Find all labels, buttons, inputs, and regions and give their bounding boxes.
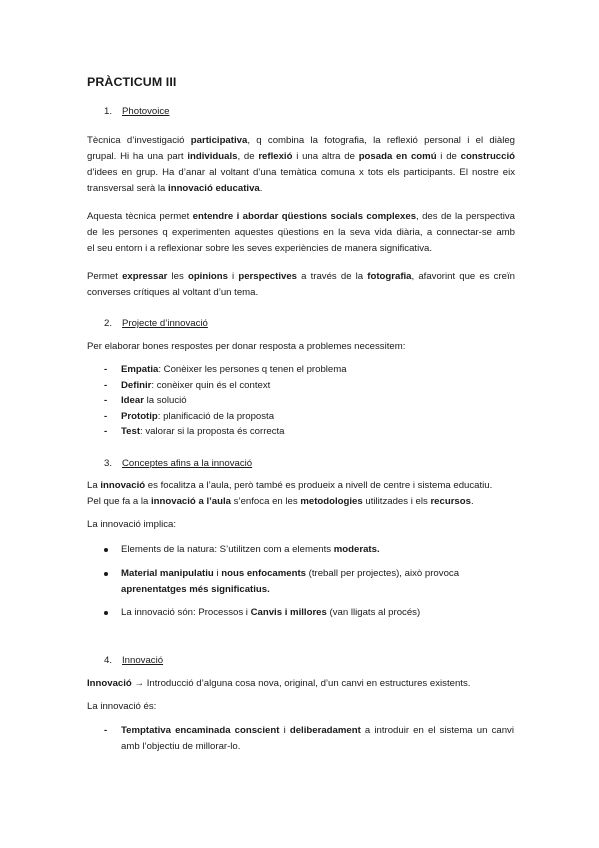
section-title: Projecte d’innovació [122,318,208,329]
paragraph [87,209,515,257]
section-title: Conceptes afins a la innovació [122,458,253,469]
text-line: converses crítiques al voltant d’un tema. [87,287,259,298]
bold-text: Material manipulatiu [121,568,214,579]
bold-text: Temptativa encaminada conscient [121,725,280,736]
bold-text: posada en comú [358,151,437,162]
section-number: 4. [104,655,113,666]
bold-text: Test [121,426,141,437]
text-line [121,582,514,598]
bold-text: Empatia [121,364,159,375]
dash-marker: - [104,364,108,375]
section-heading-projecte [104,316,208,332]
paragraph [87,133,515,197]
bold-text: innovació a l’aula [151,496,231,507]
text-line: Elements de la natura: S’utilitzen com a elements moderats. [121,544,380,555]
list-item-text [121,723,514,755]
text-line: La innovació són: Processos i Canvis i millores (van lligats al procés) [121,607,421,618]
list-item: - Prototip: planificació de la proposta [104,409,274,425]
section-title: Innovació [122,655,164,666]
list-item [104,723,514,755]
text-line: Permet expressar les opinions i perspectives a través de la fotografia, afavorint que es creïn [87,271,515,282]
bullet-item [104,542,514,558]
text-line: transversal serà la innovació educativa. [87,183,263,194]
bullet-text [121,542,514,558]
text-line: d’idees en grup. Ha d’anar al voltant d’una temàtica comuna x tots els participants. El nostre eix [87,167,515,178]
bold-text: metodologies [300,496,363,507]
paragraph: La innovació és: [87,701,157,712]
text-line: Temptativa encaminada conscient i deliberadament a introduir en el sistema un canvi [121,725,514,736]
bullet-item [104,605,514,621]
bold-text: moderats. [333,544,380,555]
section-number: 3. [104,458,113,469]
dash-marker: - [104,395,108,406]
paragraph [87,478,515,510]
bold-text: reflexió [258,151,293,162]
text-line: Aquesta tècnica permet entendre i abordar qüestions socials complexes, des de la perspectiva [87,211,515,222]
text-line: La innovació es focalitza a l’aula, però també es produeix a nivell de centre i sistema educatiu. [87,480,493,491]
dash-marker: - [104,410,108,422]
bold-text: construcció [460,151,516,162]
text-line: Material manipulatiu i nous enfocaments (treball per projectes), això provoca [121,568,460,579]
bold-text: Canvis i millores [250,607,327,618]
dash-marker: - [104,379,108,391]
list-item: - Test: valorar si la proposta és correcta [104,424,285,440]
bullet-text [121,566,514,598]
bold-text: fotografia [367,271,412,282]
text-line: Pel que fa a la innovació a l’aula s’enfoca en les metodologies utilitzades i els recursos. [87,496,474,507]
bold-text: entendre i abordar qüestions socials complexes [192,211,417,222]
text-line: Tècnica d’investigació participativa, q combina la fotografia, la reflexió personal i el diàleg [87,135,515,146]
definition: Innovació → Introducció d’alguna cosa nova, original, d’un canvi en estructures existents. [87,678,471,689]
dash-marker: - [104,725,108,736]
bold-text: innovació [100,480,146,491]
bold-text: individuals [187,151,238,162]
bullet-item [104,566,514,598]
bold-text: perspectives [238,271,297,282]
paragraph [87,269,515,301]
bullet-dot-icon [104,548,108,552]
text-line: grupal. Hi ha una part individuals, de reflexió i una altra de posada en comú i de construcció [87,151,516,162]
bold-text: nous enfocaments [221,568,306,579]
text-line: el seu entorn i a reflexionar sobre les seves experiències de manera significativa. [87,243,433,254]
paragraph: La innovació implica: [87,519,177,530]
page-title: PRÀCTICUM III [87,75,177,89]
bold-text: opinions [187,271,228,282]
list-item: - Empatia: Conèixer les persones q tenen el problema [104,362,347,378]
paragraph: Per elaborar bones respostes per donar resposta a problemes necessitem: [87,341,406,352]
bold-text: innovació educativa [168,183,260,194]
bold-text: deliberadament [289,725,361,736]
section-title: Photovoice [122,106,170,117]
section-heading-photovoice [104,104,169,120]
dash-marker: - [104,426,108,437]
bold-text: expressar [122,271,168,282]
section-number: 1. [104,106,113,117]
bold-text: Definir [121,379,152,391]
bold-text: Idear [121,395,144,406]
bullet-dot-icon [104,611,108,615]
list-item: - Definir: conèixer quin és el context [104,378,270,394]
section-heading-conceptes [104,456,252,472]
bold-text: Prototip [121,410,158,422]
section-heading-innovacio [104,653,163,669]
text-line: de les persones q experimenten aquestes qüestions en la seva vida diària, a connectar-se amb [87,227,515,238]
bold-text: aprenentatges més significatius. [121,584,270,595]
text-line: amb l’objectiu de millorar-lo. [121,741,241,752]
section-number: 2. [104,318,113,329]
bold-text: participativa [190,135,248,146]
bullet-dot-icon [104,572,108,576]
bold-text: Innovació [87,678,132,689]
list-item: - Idear la solució [104,393,187,409]
bullet-text [121,605,514,621]
bold-text: recursos [430,496,471,507]
